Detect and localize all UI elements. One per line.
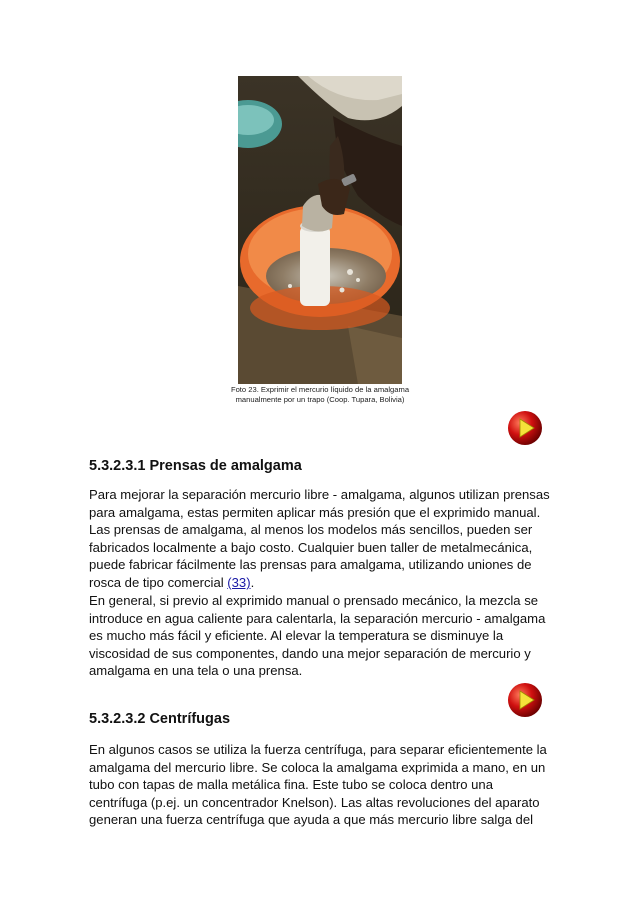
reference-link-33[interactable]: (33) <box>227 574 251 590</box>
next-button[interactable] <box>507 682 543 718</box>
next-button[interactable] <box>507 410 543 446</box>
paragraph-text: Para mejorar la separación mercurio libre - amalgama, algunos utilizan prensas para amalgama, estas permiten aplicar más presión que el exprimido manual. Las prensas de amalgama, al menos los modelos más sencillos, pueden ser fabricados localmente a bajo costo. Cualquier buen taller de metalmecánica, puede fabricar fácilmente las prensas para amalgama, utilizando uniones de rosca de tipo comercial <box>89 487 550 590</box>
paragraph-prensas-temperature: En general, si previo al exprimido manual o prensado mecánico, la mezcla se introduce en agua caliente para calentarla, la separación mercurio - amalgama es mucho más fácil y eficiente. Al elevar la temperatura se disminuye la viscosidad de sus componentes, dando una mejor separación de mercurio y amalgama en una tela o una prensa. <box>89 593 546 679</box>
paragraph-end: . <box>250 574 255 590</box>
photo-image <box>238 76 402 384</box>
paragraph-centrifugas: En algunos casos se utiliza la fuerza centrífuga, para separar eficientemente la amalgama del mercurio libre. Se coloca la amalgama exprimida a mano, en un tubo con tapas de malla metálica fina. Este tubo se coloca dentro una centrífuga (p.ej. un concentrador Knelson). Las altas revoluciones del aparato generan una fuerza centrífuga que ayuda a que más mercurio libre salga del <box>89 742 547 828</box>
play-arrow-icon <box>507 410 543 446</box>
section-heading-prensas: 5.3.2.3.1 Prensas de amalgama <box>89 458 302 474</box>
play-arrow-icon <box>507 682 543 718</box>
paragraph-prensas-intro <box>89 486 551 592</box>
photo-caption: Foto 23. Exprimir el mercurio líquido de la amalgama manualmente por un trapo (Coop. Tupara, Bolivia) <box>230 385 410 404</box>
section-heading-centrifugas: 5.3.2.3.2 Centrífugas <box>89 711 231 727</box>
photo-mercury-squeezing <box>238 76 402 384</box>
